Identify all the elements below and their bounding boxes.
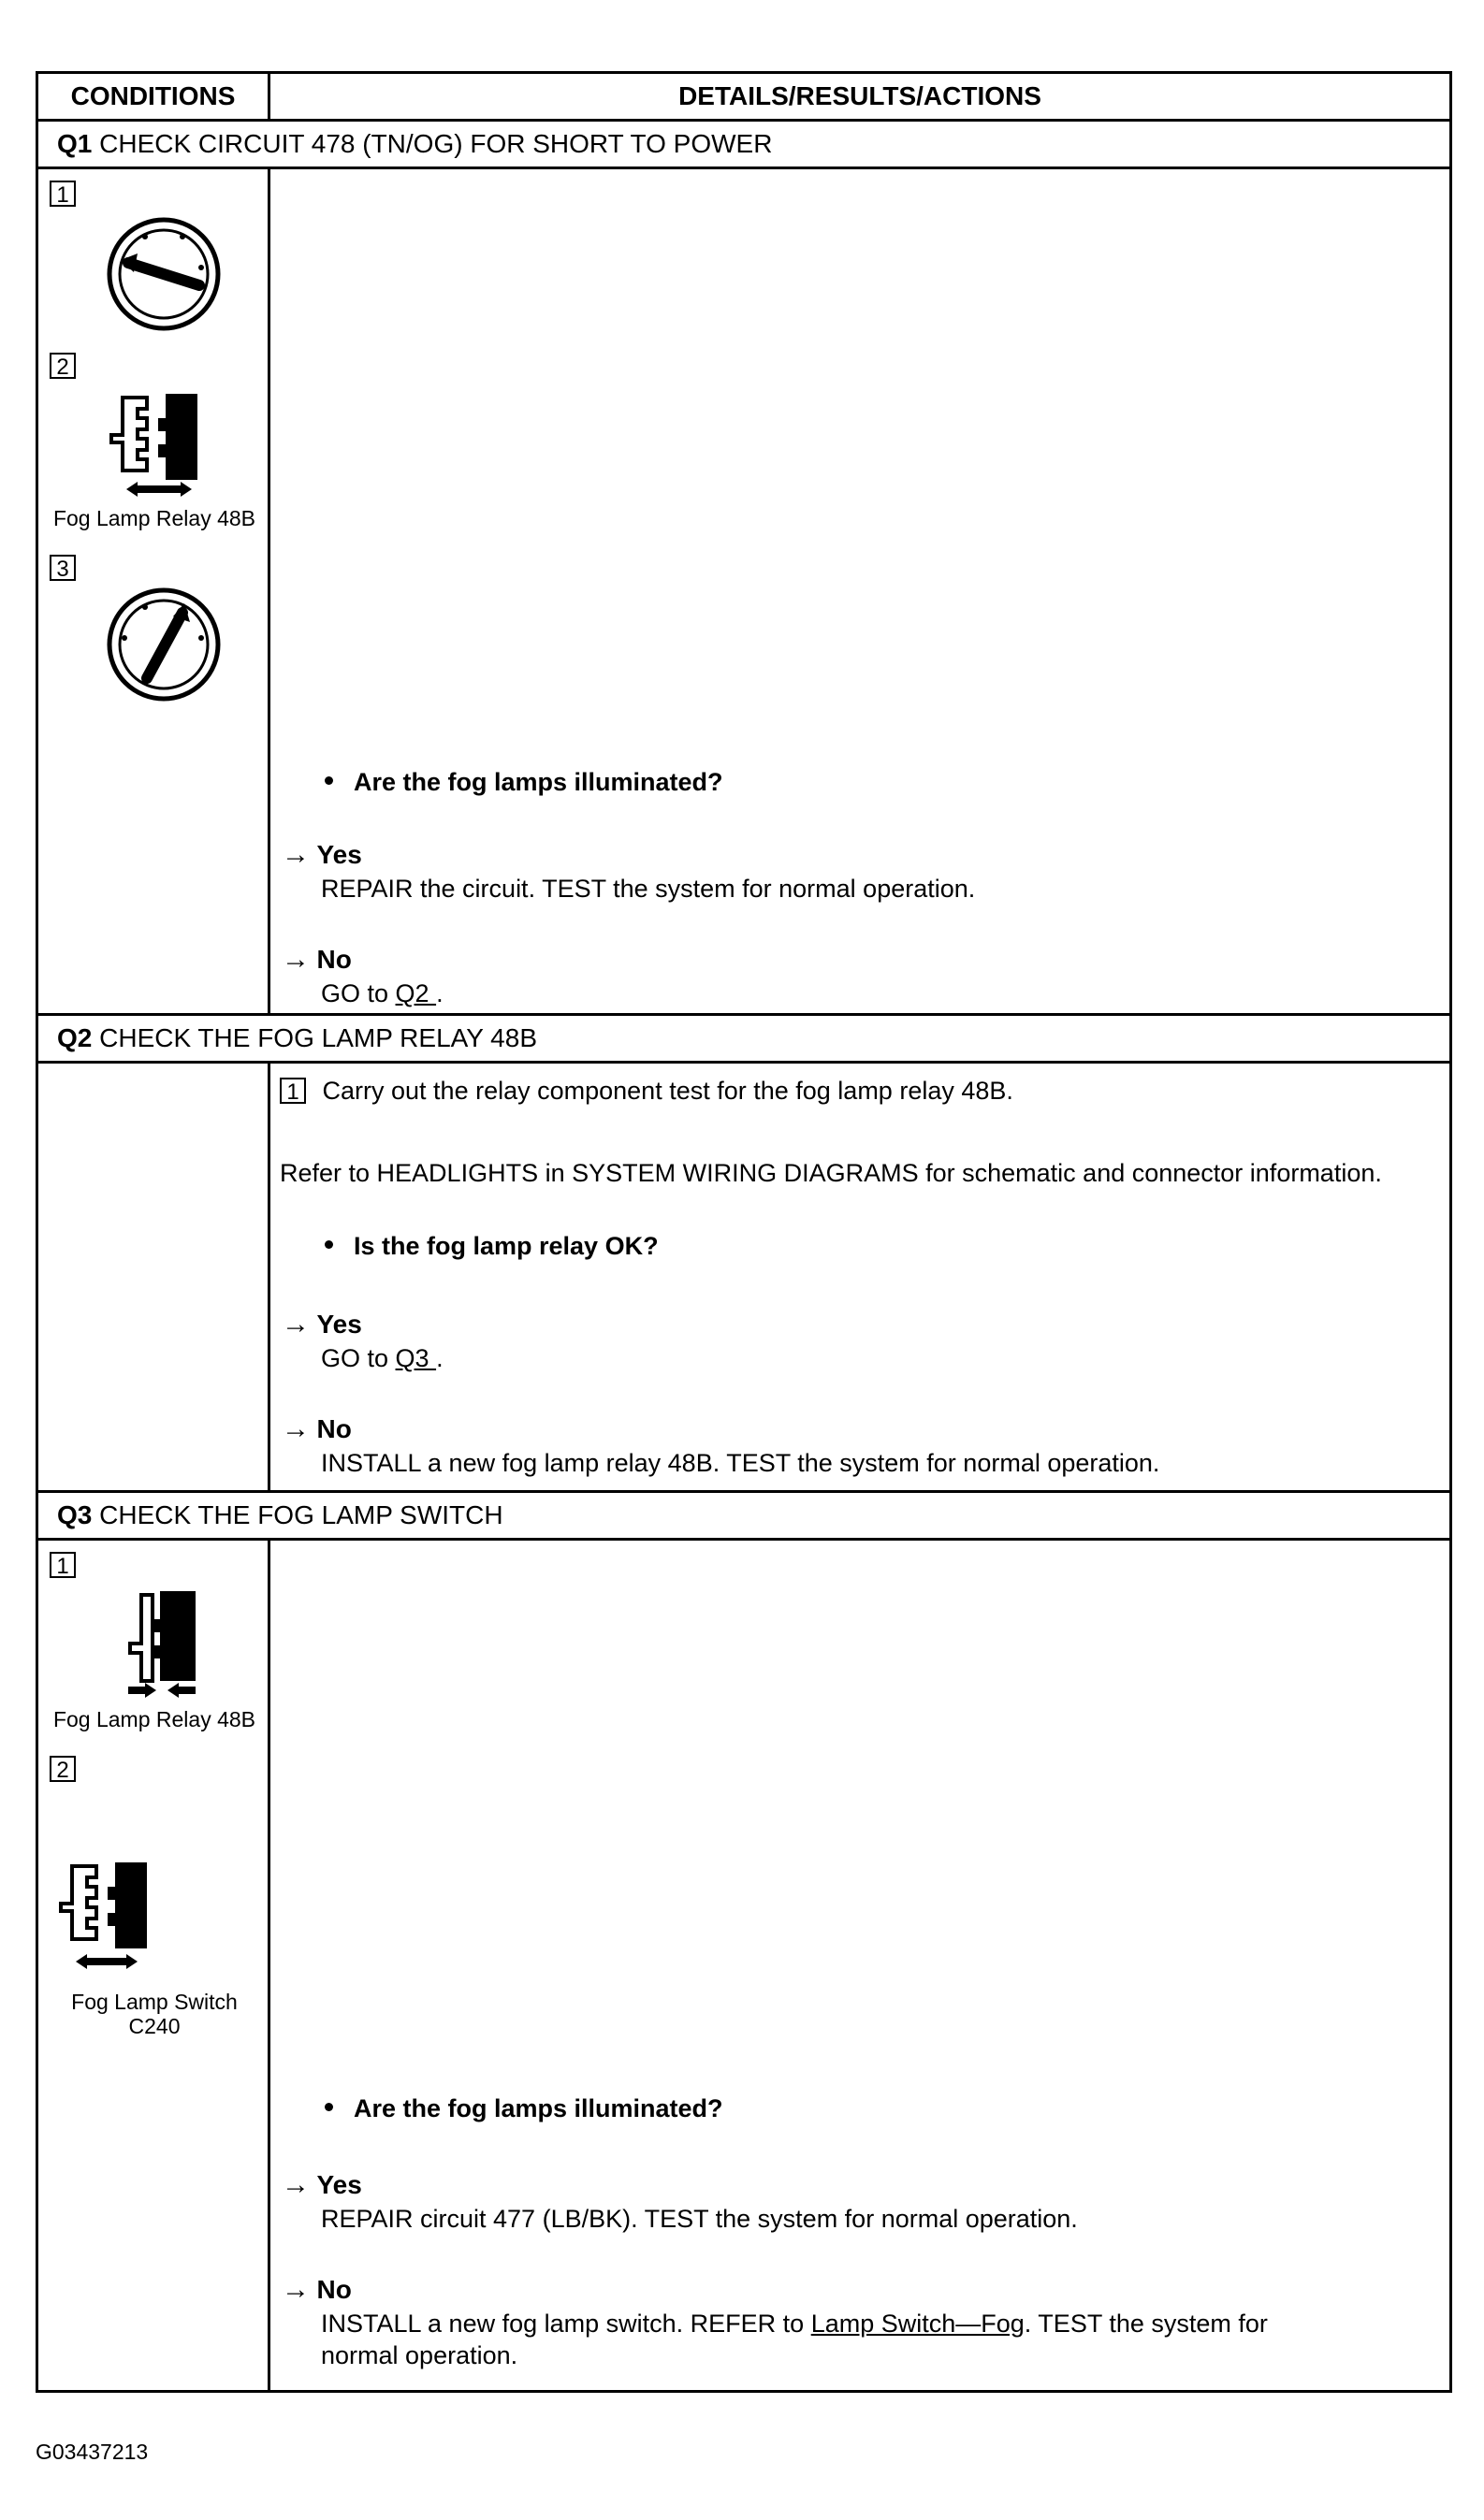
q2-no-answer [282, 1413, 1159, 1479]
q1-no-body [282, 978, 444, 1009]
q2-refer-text: Refer to HEADLIGHTS in SYSTEM WIRING DIAGRAMS for schematic and connector information. [280, 1159, 1382, 1187]
q1-yes-label: Yes [316, 840, 362, 869]
q1-details [269, 168, 1451, 1015]
q1-yes-text: REPAIR the circuit. TEST the system for normal operation. [321, 875, 976, 903]
q1-relay-caption: Fog Lamp Relay 48B [52, 506, 256, 530]
q1-no-label: No [316, 945, 352, 974]
q1-step-2-box: 2 [50, 353, 76, 379]
diagnostic-table [36, 71, 1452, 2393]
q2-yes-label: Yes [316, 1310, 362, 1339]
q2-yes-prefix: GO to [321, 1344, 396, 1372]
conditions-header: CONDITIONS [37, 73, 269, 121]
q2-conditions [37, 1063, 269, 1492]
connector-connect-icon [113, 1586, 207, 1698]
q3-conditions [37, 1540, 269, 2392]
q2-step-1-text: Carry out the relay component test for the fog lamp relay 48B. [322, 1077, 1013, 1105]
arrow-right-icon: → [282, 1413, 310, 1444]
connector-disconnect-icon [102, 384, 214, 497]
q3-details [269, 1540, 1451, 2392]
q1-no-suffix: . [436, 979, 444, 1007]
q1-heading [37, 121, 1451, 168]
lamp-switch-fog-link[interactable]: Lamp Switch—Fog [810, 2310, 1025, 2338]
q3-question-text: Are the fog lamps illuminated? [354, 2094, 723, 2122]
q3-row [37, 1540, 1451, 2392]
q2-details [269, 1063, 1451, 1492]
q2-question [325, 1232, 659, 1261]
q2-row [37, 1063, 1451, 1492]
q2-yes-answer [282, 1309, 444, 1374]
q3-title: CHECK THE FOG LAMP SWITCH [99, 1500, 503, 1529]
arrow-right-icon: → [282, 1309, 310, 1340]
q3-heading [37, 1492, 1451, 1540]
ignition-key-off-icon [106, 216, 222, 332]
q3-yes-label: Yes [316, 2170, 362, 2199]
q3-no-label: No [316, 2275, 352, 2304]
q3-no-suffix: . TEST the system for normal operation. [321, 2310, 1268, 2369]
q2-step-1 [280, 1077, 1013, 1106]
q1-step-3-box: 3 [50, 555, 76, 581]
q1-question [325, 768, 723, 797]
q3-no-answer [282, 2274, 1292, 2371]
q2-no-label: No [316, 1414, 352, 1443]
q2-id: Q2 [57, 1023, 93, 1052]
connector-disconnect-icon [44, 1853, 175, 1975]
arrow-right-icon: → [282, 2274, 310, 2305]
q3-yes-text: REPAIR circuit 477 (LB/BK). TEST the system for normal operation. [321, 2205, 1078, 2233]
q2-heading [37, 1015, 1451, 1063]
q3-step-1-box: 1 [50, 1552, 76, 1578]
q2-step-1-box: 1 [280, 1078, 306, 1104]
ignition-key-on-icon [106, 587, 222, 702]
q2-heading-row [37, 1015, 1451, 1063]
q3-step-2-box: 2 [50, 1756, 76, 1782]
q3-yes-answer [282, 2169, 1078, 2235]
q3-relay-caption: Fog Lamp Relay 48B [52, 1707, 256, 1731]
q3-switch-caption [38, 1990, 270, 2038]
figure-id: G03437213 [36, 2440, 149, 2464]
q3-id: Q3 [57, 1500, 93, 1529]
arrow-right-icon: → [282, 839, 310, 870]
q2-yes-body [282, 1342, 444, 1374]
q2-yes-suffix: . [436, 1344, 444, 1372]
q1-step-1-box: 1 [50, 181, 76, 207]
bullet-icon [325, 776, 333, 785]
q1-yes-answer [282, 839, 975, 905]
q1-no-answer [282, 944, 444, 1009]
q1-title: CHECK CIRCUIT 478 (TN/OG) FOR SHORT TO POWER [99, 129, 773, 158]
q1-heading-row [37, 121, 1451, 168]
q2-no-text: INSTALL a new fog lamp relay 48B. TEST the system for normal operation. [321, 1449, 1160, 1477]
q1-no-prefix: GO to [321, 979, 396, 1007]
details-header: DETAILS/RESULTS/ACTIONS [269, 73, 1451, 121]
q1-row [37, 168, 1451, 1015]
q3-switch-caption-line1: Fog Lamp Switch [71, 1990, 238, 2014]
q3-switch-caption-line2: C240 [128, 2014, 181, 2038]
diagnostic-page [36, 71, 1452, 2393]
bullet-icon [325, 2103, 333, 2111]
bullet-icon [325, 1240, 333, 1249]
arrow-right-icon: → [282, 2169, 310, 2200]
table-header-row [37, 73, 1451, 121]
q3-link[interactable]: Q3 [395, 1344, 437, 1372]
q3-no-body [282, 2308, 1292, 2371]
q3-question [325, 2094, 723, 2123]
q2-question-text: Is the fog lamp relay OK? [354, 1232, 659, 1260]
q3-no-prefix: INSTALL a new fog lamp switch. REFER to [321, 2310, 811, 2338]
arrow-right-icon: → [282, 944, 310, 975]
q1-id: Q1 [57, 129, 93, 158]
q3-heading-row [37, 1492, 1451, 1540]
q1-question-text: Are the fog lamps illuminated? [354, 768, 723, 796]
q2-link[interactable]: Q2 [395, 979, 437, 1007]
q1-conditions [37, 168, 269, 1015]
q2-title: CHECK THE FOG LAMP RELAY 48B [99, 1023, 538, 1052]
